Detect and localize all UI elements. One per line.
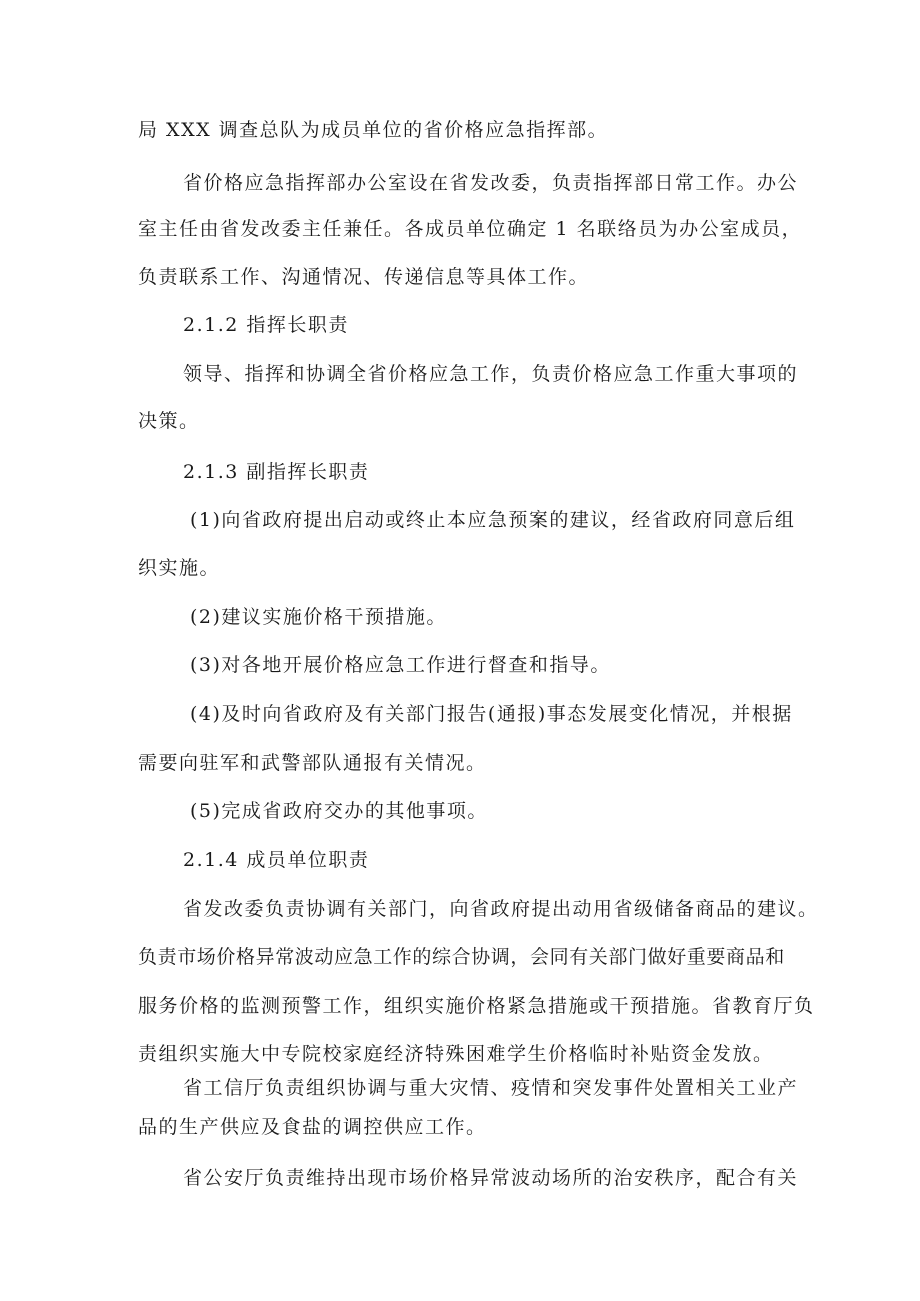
- list-item: (3)对各地开展价格应急工作进行督查和指导。: [190, 654, 611, 676]
- list-item: (1)向省政府提出启动或终止本应急预案的建议，经省政府同意后组: [190, 509, 796, 531]
- section-heading: 2.1.3 副指挥长职责: [183, 461, 370, 483]
- paragraph-line: 负责市场价格异常波动应急工作的综合协调，会同有关部门做好重要商品和: [138, 946, 785, 968]
- list-item: (4)及时向省政府及有关部门报告(通报)事态发展变化情况，并根据: [190, 703, 793, 725]
- paragraph-line: 品的生产供应及食盐的调控供应工作。: [138, 1116, 487, 1138]
- paragraph-line: 省公安厅负责维持出现市场价格异常波动场所的治安秩序，配合有关: [183, 1167, 799, 1189]
- paragraph-line: 室主任由省发改委主任兼任。各成员单位确定 1 名联络员为办公室成员，: [138, 218, 803, 240]
- paragraph-line: 决策。: [138, 410, 200, 432]
- paragraph-line: 省价格应急指挥部办公室设在省发改委，负责指挥部日常工作。办公: [183, 172, 799, 194]
- list-item: (5)完成省政府交办的其他事项。: [190, 800, 488, 822]
- paragraph-line: 负责联系工作、沟通情况、传递信息等具体工作。: [138, 266, 590, 288]
- paragraph-line: 省工信厅负责组织协调与重大灾情、疫情和突发事件处置相关工业产: [183, 1077, 799, 1099]
- paragraph-line: 需要向驻军和武警部队通报有关情况。: [138, 752, 487, 774]
- paragraph-line: 领导、指挥和协调全省价格应急工作，负责价格应急工作重大事项的: [183, 363, 799, 385]
- paragraph-line: 省发改委负责协调有关部门，向省政府提出动用省级储备商品的建议。: [183, 898, 819, 920]
- section-heading: 2.1.4 成员单位职责: [183, 849, 370, 871]
- paragraph-line: 局 XXX 调查总队为成员单位的省价格应急指挥部。: [138, 119, 609, 141]
- list-item: (2)建议实施价格干预措施。: [190, 606, 447, 628]
- section-heading: 2.1.2 指挥长职责: [183, 314, 349, 336]
- paragraph-line: 责组织实施大中专院校家庭经济特殊困难学生价格临时补贴资金发放。: [138, 1043, 774, 1065]
- paragraph-line: 服务价格的监测预警工作，组织实施价格紧急措施或干预措施。省教育厅负: [138, 995, 815, 1017]
- paragraph-line: 织实施。: [138, 557, 221, 579]
